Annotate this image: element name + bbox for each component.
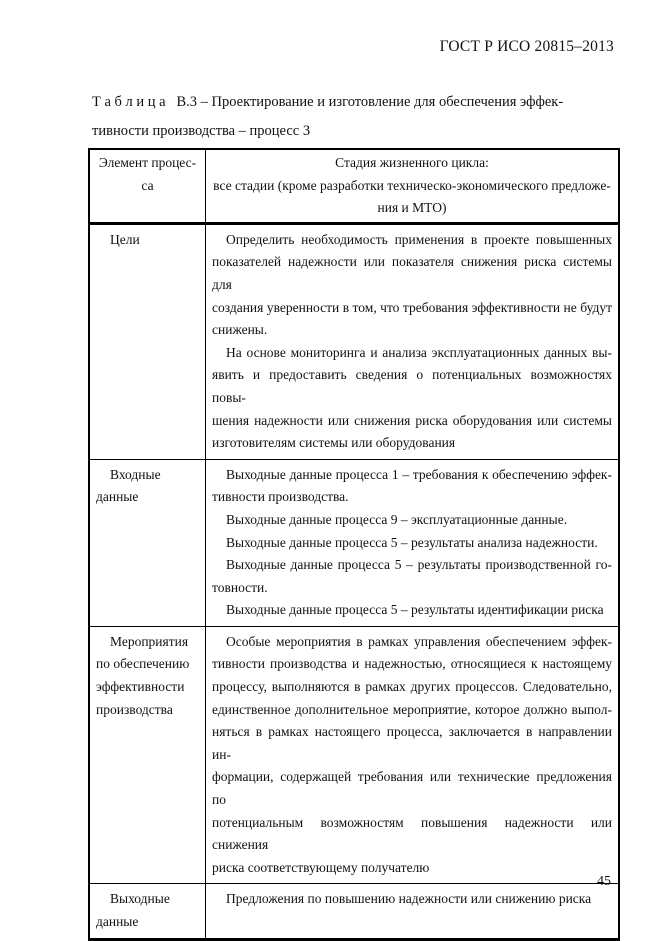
table-row (90, 225, 618, 459)
text-line: товности. (212, 579, 268, 595)
text-line: шения надежности или снижения риска оборудования или системы (212, 412, 612, 428)
document-code: ГОСТ Р ИСО 20815–2013 (439, 38, 614, 55)
text-line: Выходные данные процесса 5 – результаты идентификации риска (226, 602, 604, 618)
text-line: риска соответствующему получателю (212, 859, 430, 875)
paragraph (96, 229, 199, 252)
paragraph (96, 464, 199, 509)
text-line: единственное дополнительное мероприятие, которое должно выпол- (212, 701, 612, 717)
text-line: тивности производства. (212, 489, 349, 505)
row-label-cell (90, 884, 206, 937)
text-line: Выходные данные процесса 9 – эксплуатационные данные. (226, 511, 568, 527)
text-line: Особые мероприятия в рамках управления обеспечением эффек- (226, 633, 612, 649)
text-line: Определить необходимость применения в проекте повышенных (226, 231, 612, 247)
text-line: са (141, 177, 154, 193)
text-line: данные (96, 489, 139, 505)
text-line: Выходные данные процесса 5 – результаты производственной го- (226, 557, 612, 573)
row-label-cell (90, 225, 206, 459)
text-line: показателей надежности или показателя снижения риска системы для (212, 254, 616, 292)
header-cell-lifecycle-stage (206, 150, 618, 222)
text-line: Входные (110, 466, 161, 482)
page-number: 45 (597, 874, 611, 889)
row-label-cell (90, 627, 206, 884)
text-line: изготовителям системы или оборудования (212, 435, 456, 451)
text-line: няться в рамках настоящего процесса, заключается в направлении ин- (212, 724, 616, 762)
text-line: Выходные данные процесса 5 – результаты анализа надежности. (226, 534, 598, 550)
table-row (90, 459, 618, 626)
text-line: ния и МТО) (377, 200, 447, 216)
row-content-cell (206, 884, 618, 937)
paragraph (212, 464, 612, 509)
table-header-row (90, 150, 618, 225)
text-line: все стадии (кроме разработки техническо-экономического предложе- (213, 177, 611, 193)
paragraph (212, 599, 612, 622)
text-line: по обеспечению (96, 656, 190, 672)
text-line: тивности производства и надежностью, относящиеся к настоящему (212, 656, 612, 672)
text-line: Т а б л и ц а В.3 – Проектирование и изготовление для обеспечения эффек- (92, 94, 564, 110)
text-line: Выходные данные процесса 1 – требования к обеспечению эффек- (226, 466, 612, 482)
text-line: эффективности (96, 679, 185, 695)
text-line: тивности производства – процесс 3 (92, 122, 311, 139)
text-line: производства (96, 701, 173, 717)
text-line: Элемент процес- (98, 155, 197, 170)
paragraph (212, 554, 612, 599)
text-line: снижены. (212, 322, 268, 338)
text-line: Предложения по повышению надежности или снижению риска (226, 891, 592, 907)
paragraph (212, 509, 612, 532)
paragraph (212, 342, 616, 455)
text-line: Мероприятия (110, 633, 189, 649)
paragraph (212, 229, 616, 342)
row-label-cell (90, 460, 206, 626)
text-line: Выходные (110, 891, 170, 907)
row-content-cell (206, 627, 618, 884)
header-cell-process-element (90, 150, 206, 222)
text-line: явить и предоставить сведения о потенциальных возможностях повы- (212, 367, 616, 405)
text-line: процессу, выполняются в рамках других процессов. Следовательно, (212, 679, 612, 695)
text-line: На основе мониторинга и анализа эксплуатационных данных вы- (226, 344, 612, 360)
text-line: потенциальным возможностям повышения надежности или снижения (212, 814, 616, 853)
row-content-cell (206, 225, 618, 459)
paragraph (212, 532, 612, 555)
paragraph (96, 631, 199, 721)
text-line: Цели (110, 231, 140, 247)
paragraph (212, 631, 616, 880)
table-row (90, 626, 618, 884)
row-content-cell (206, 460, 618, 626)
text-line: формации, содержащей требования или технические предложения по (212, 769, 616, 808)
paragraph (96, 888, 199, 933)
paragraph (212, 888, 612, 911)
text-line: Стадия жизненного цикла: (335, 155, 489, 170)
text-line: создания уверенности в том, что требования эффективности не будут (212, 299, 612, 315)
table-row (90, 883, 618, 937)
text-line: данные (96, 914, 139, 929)
table-body (90, 225, 618, 938)
table-caption (92, 88, 592, 145)
process-table (88, 148, 620, 941)
